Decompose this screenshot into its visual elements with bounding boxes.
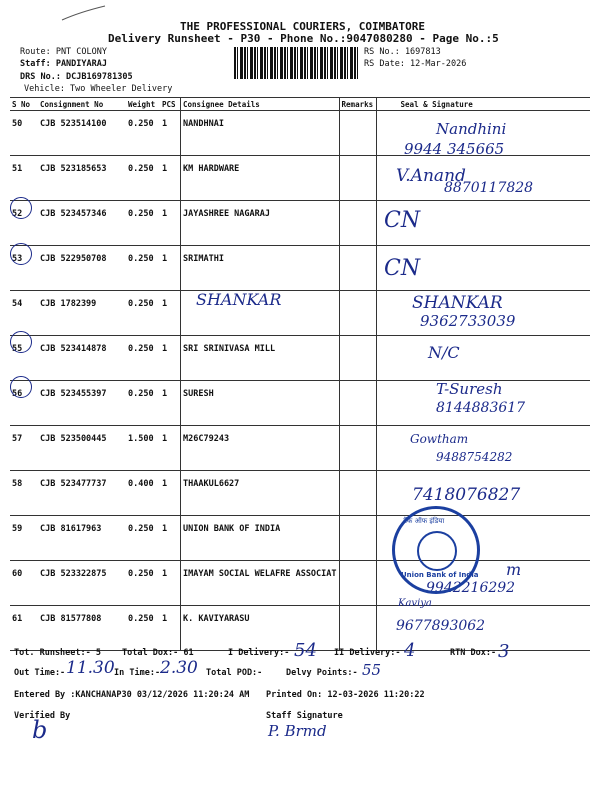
cell-weight: 0.250 (126, 561, 160, 606)
hw-i-delivery: 54 (294, 640, 317, 661)
cell-consignment: CJB 523185653 (38, 156, 126, 201)
cell-consignee: JAYASHREE NAGARAJ (181, 201, 340, 246)
entered-by: Entered By :KANCHANAP30 03/12/2026 11:20:24 AM (14, 690, 250, 700)
printed-on: Printed On: 12-03-2026 11:20:22 (266, 690, 425, 700)
cell-signature (376, 336, 590, 381)
hw-phone: 9488754282 (436, 450, 513, 464)
table-header-row (10, 98, 590, 111)
rs-date: RS Date: 12-Mar-2026 (364, 59, 467, 69)
hw-rtn-dox: 3 (498, 641, 510, 662)
cell-pcs: 1 (160, 381, 181, 426)
cell-consignment: CJB 81577808 (38, 606, 126, 651)
cell-remarks (339, 471, 376, 516)
cell-remarks (339, 201, 376, 246)
ink-circle (10, 376, 32, 398)
cell-consignee: IMAYAM SOCIAL WELAFRE ASSOCIAT (181, 561, 340, 606)
cell-pcs: 1 (160, 516, 181, 561)
cell-remarks (339, 336, 376, 381)
cell-pcs: 1 (160, 336, 181, 381)
cell-weight: 0.250 (126, 606, 160, 651)
cell-consignment: CJB 522950708 (38, 246, 126, 291)
stamp-bottom-text: Union Bank of India (401, 571, 479, 579)
vehicle: Vehicle: Two Wheeler Delivery (24, 84, 173, 94)
hw-consignee: SHANKAR (196, 290, 282, 309)
bank-seal-stamp (392, 506, 480, 594)
cell-weight: 0.250 (126, 381, 160, 426)
hw-phone: 8870117828 (444, 180, 534, 196)
hw-phone: 9677893062 (396, 618, 486, 634)
hw-signature: Nandhini (436, 120, 507, 138)
cell-sno: 61 (10, 606, 38, 651)
hw-signature: SHANKAR (412, 293, 503, 313)
cell-consignee: KM HARDWARE (181, 156, 340, 201)
scribble-mark (60, 4, 110, 24)
cell-weight: 0.250 (126, 336, 160, 381)
cell-consignee: K. KAVIYARASU (181, 606, 340, 651)
cell-weight: 0.250 (126, 201, 160, 246)
cell-remarks (339, 156, 376, 201)
hw-signature: Gowtham (410, 432, 469, 446)
cell-consignment: CJB 523500445 (38, 426, 126, 471)
hw-phone: 9944 345665 (404, 140, 505, 158)
cell-remarks (339, 291, 376, 336)
in-time: In Time:- (114, 668, 161, 678)
cell-sno: 60 (10, 561, 38, 606)
col-pcs: PCS (160, 98, 181, 111)
cell-consignee: THAAKUL6627 (181, 471, 340, 516)
staff-signature-label: Staff Signature (266, 711, 343, 721)
cell-pcs: 1 (160, 111, 181, 156)
cell-consignee: SRI SRINIVASA MILL (181, 336, 340, 381)
hw-signature: V.Anand (396, 166, 466, 186)
cell-consignee: SURESH (181, 381, 340, 426)
runsheet-subtitle: Delivery Runsheet - P30 - Phone No.:9047080280 - Page No.:5 (108, 32, 499, 45)
cell-pcs: 1 (160, 291, 181, 336)
cell-consignment: CJB 523322875 (38, 561, 126, 606)
ii-delivery: II Delivery:- (334, 648, 401, 658)
cell-remarks (339, 246, 376, 291)
verified-by: Verified By (14, 711, 71, 721)
hw-signature: m (506, 560, 522, 579)
cell-remarks (339, 426, 376, 471)
cell-sno: 51 (10, 156, 38, 201)
cell-consignee: UNION BANK OF INDIA (181, 516, 340, 561)
hw-cn: CN (384, 208, 421, 233)
rs-number: RS No.: 1697813 (364, 47, 441, 57)
cell-sno: 59 (10, 516, 38, 561)
cell-pcs: 1 (160, 246, 181, 291)
cell-sno: 55 (10, 336, 38, 381)
cell-weight: 0.250 (126, 291, 160, 336)
cell-sno: 53 (10, 246, 38, 291)
cell-remarks (339, 516, 376, 561)
cell-sno: 57 (10, 426, 38, 471)
col-weight: Weight (126, 98, 160, 111)
total-pod: Total POD:- (206, 668, 263, 678)
cell-weight: 0.250 (126, 111, 160, 156)
cell-sno: 50 (10, 111, 38, 156)
stamp-top-text: बैंक ऑफ इंडिया (403, 517, 445, 525)
cell-remarks (339, 111, 376, 156)
company-title: THE PROFESSIONAL COURIERS, COIMBATORE (180, 20, 426, 33)
hw-delvy-points: 55 (362, 661, 382, 679)
cell-consignment: CJB 523414878 (38, 336, 126, 381)
cell-consignee: NANDHNAI (181, 111, 340, 156)
tot-runsheet: Tot. Runsheet:- 5 (14, 648, 101, 658)
table-row (10, 201, 590, 246)
cell-sno: 58 (10, 471, 38, 516)
cell-pcs: 1 (160, 201, 181, 246)
table-row (10, 516, 590, 561)
hw-phone: 8144883617 (436, 400, 526, 416)
cell-pcs: 1 (160, 471, 181, 516)
cell-weight: 0.250 (126, 246, 160, 291)
cell-sno: 54 (10, 291, 38, 336)
hw-in-time: 2.30 (160, 658, 198, 678)
hw-phone: 9942216292 (426, 580, 516, 596)
col-seal-signature: Seal & Signature (376, 98, 590, 111)
ink-circle (10, 197, 32, 219)
hw-phone: 7418076827 (412, 485, 521, 505)
cell-consignee: SRIMATHI (181, 246, 340, 291)
out-time: Out Time:- (14, 668, 66, 678)
cell-sno: 56 (10, 381, 38, 426)
hw-signature: Kaviya (398, 598, 432, 609)
drs-number: DRS No.: DCJB169781305 (20, 72, 133, 82)
hw-ii-delivery: 4 (404, 640, 416, 661)
cell-consignment: CJB 523514100 (38, 111, 126, 156)
col-consignment: Consignment No (38, 98, 126, 111)
cell-weight: 0.250 (126, 156, 160, 201)
col-remarks: Remarks (339, 98, 376, 111)
cell-pcs: 1 (160, 156, 181, 201)
cell-weight: 1.500 (126, 426, 160, 471)
col-sno: S No (10, 98, 38, 111)
cell-remarks (339, 381, 376, 426)
hw-staff-signature: P. Brmd (268, 722, 327, 740)
hw-out-time: 11.30 (66, 658, 115, 678)
route: Route: PNT COLONY (20, 47, 107, 57)
cell-weight: 0.400 (126, 471, 160, 516)
cell-pcs: 1 (160, 606, 181, 651)
stamp-logo (417, 531, 457, 571)
cell-weight: 0.250 (126, 516, 160, 561)
cell-consignment: CJB 81617963 (38, 516, 126, 561)
hw-nc: N/C (428, 343, 460, 362)
table-row (10, 336, 590, 381)
cell-remarks (339, 606, 376, 651)
col-consignee: Consignee Details (181, 98, 340, 111)
cell-remarks (339, 561, 376, 606)
hw-verified-signature: b (32, 716, 48, 744)
hw-cn: CN (384, 256, 421, 281)
cell-consignment: CJB 523455397 (38, 381, 126, 426)
cell-consignee: M26C79243 (181, 426, 340, 471)
ink-circle (10, 243, 32, 265)
rtn-dox: RTN Dox:- (450, 648, 497, 658)
cell-sno: 52 (10, 201, 38, 246)
staff: Staff: PANDIYARAJ (20, 59, 107, 69)
cell-consignment: CJB 523477737 (38, 471, 126, 516)
cell-pcs: 1 (160, 561, 181, 606)
total-dox: Total Dox:- 61 (122, 648, 194, 658)
i-delivery: I Delivery:- (228, 648, 290, 658)
ink-circle (10, 331, 32, 353)
cell-consignment: CJB 523457346 (38, 201, 126, 246)
cell-consignment: CJB 1782399 (38, 291, 126, 336)
barcode (234, 47, 360, 79)
hw-phone: 9362733039 (420, 312, 516, 330)
cell-pcs: 1 (160, 426, 181, 471)
table-row (10, 246, 590, 291)
delvy-points: Delvy Points:- (286, 668, 358, 678)
hw-signature: T-Suresh (436, 380, 503, 398)
